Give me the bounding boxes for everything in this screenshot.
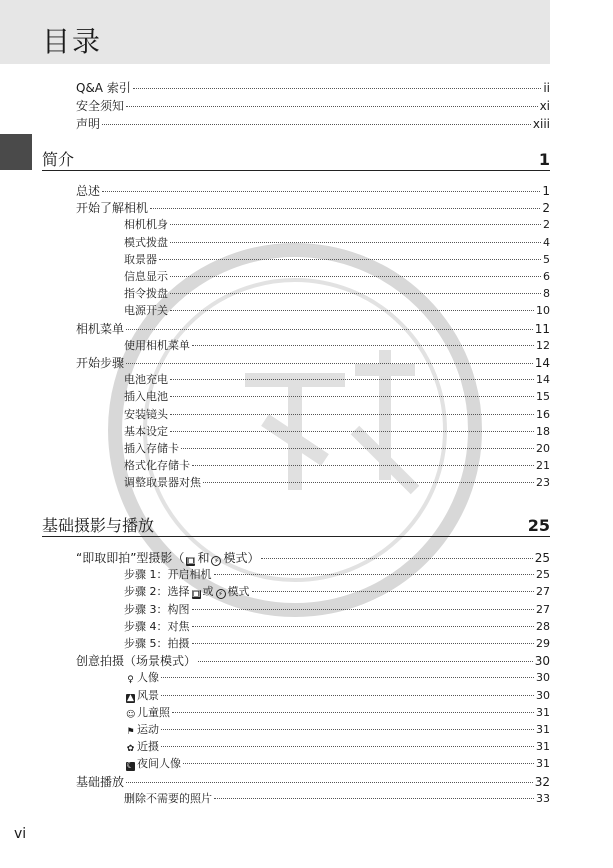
toc-entry-label [76,550,259,566]
toc-entry[interactable] [124,636,550,652]
toc-entry-text: 开始步骤 [76,356,125,370]
dot-leader [252,591,535,592]
toc-entry-text: 调整取景器对焦 [124,476,201,490]
dot-leader [161,729,534,730]
toc-entry-text: 开始了解相机 [76,201,149,216]
toc-entry-page: 8 [543,287,550,301]
dot-leader [183,763,534,764]
dot-leader [172,712,534,713]
toc-entry-text: 步骤 3：构图 [124,602,190,616]
toc-entry-page: 31 [536,757,550,771]
toc-entry-page: 10 [536,304,550,318]
toc-entry[interactable] [124,722,550,738]
auto-mode-icon: ▣ [186,556,196,566]
dot-leader [102,124,531,125]
toc-entry-page: 31 [536,705,550,719]
toc-entry-label [76,183,100,199]
toc-entry-page: 2 [542,201,550,216]
dot-leader [192,643,535,644]
toc-entry[interactable] [124,303,550,319]
dot-leader [170,293,541,294]
toc-entry-text: 指令拨盘 [124,287,168,301]
toc-entry-text: 取景器 [124,252,157,266]
toc-entry-text: 安装镜头 [124,407,168,421]
dot-leader [133,88,542,89]
toc-entry-label [124,269,168,285]
toc-entry-page: 27 [536,602,550,616]
toc-entry-label [124,217,168,233]
dot-leader [161,695,534,696]
toc-entry-text: 步骤 4：对焦 [124,619,190,633]
toc-entry-label [124,372,168,388]
toc-entry-text: “即取即拍”型摄影（ [76,551,185,565]
toc-entry-text: 相机机身 [124,218,168,232]
toc-entry-page: 30 [534,654,550,669]
dot-leader [214,798,534,799]
toc-entry-label [124,441,179,457]
portrait-icon: ♀ [127,675,134,686]
auto-mode-icon: ▣ [191,589,201,600]
toc-entry-label [124,303,168,319]
toc-entry-page: 1 [542,184,550,198]
toc-entry-text: 步骤 5：拍摄 [124,637,190,650]
toc-entry-page: 4 [543,235,550,249]
toc-entry-label [124,688,159,704]
toc-entry-label [124,252,157,268]
toc-entry-text: 格式化存储卡 [124,459,190,473]
section-page: 25 [527,516,550,535]
toc-entry-page: 12 [536,338,550,352]
toc-entry-page: 28 [536,619,550,633]
toc-entry-text: 步骤 2：选择 [124,585,190,599]
toc-entry-label [124,670,159,686]
toc-entry[interactable] [124,705,550,721]
toc-entry-text: 模式拨盘 [124,235,168,249]
toc-entry-text: 电源开关 [124,304,168,318]
landscape-icon: ▲ [127,692,134,703]
toc-entry[interactable] [76,774,550,790]
toc-entry[interactable] [124,584,550,600]
section-header-intro [42,146,550,171]
toc-entry-text: 儿童照 [137,705,170,719]
toc-entry-text: 电池充电 [124,373,168,387]
toc-entry-text: 声明 [76,117,101,131]
flash-off-mode-icon: ⚡ [216,589,226,599]
toc-entry-text: 使用相机菜单 [124,338,190,352]
toc-entry-label [124,619,190,635]
toc-entry[interactable] [124,670,550,686]
toc-entry[interactable] [76,200,550,216]
toc-entry-page: xi [539,99,550,113]
toc-entry-label [124,567,212,583]
toc-entry-text: 和 [197,551,210,565]
flash-off-mode-icon: ⚡ [211,556,221,566]
dot-leader [198,661,533,662]
dot-leader [170,414,534,415]
toc-entry-text: 基础播放 [76,774,125,789]
toc-entry-label [76,200,148,216]
toc-entry-text: 步骤 1：开启相机 [124,568,212,582]
toc-entry[interactable] [124,602,550,618]
toc-entry-text: 人像 [137,671,159,685]
toc-entry-text: 模式） [223,551,260,565]
toc-entry[interactable] [124,286,550,302]
toc-entry-page: 14 [536,373,550,387]
toc-entry-page: 27 [536,585,550,599]
toc-entry[interactable] [124,756,550,772]
dot-leader [261,558,532,559]
toc-entry-page: 29 [536,637,550,650]
toc-entry-page: 15 [536,390,550,404]
toc-entry-page: 16 [536,407,550,421]
toc-entry[interactable] [124,458,550,474]
toc-entry-page: 32 [534,774,550,789]
toc-entry-label [76,80,131,96]
dot-leader [150,208,540,209]
close-up-icon: ✿ [126,744,135,755]
toc-entry-text: 模式 [227,585,250,599]
toc-entry-page: 6 [543,270,550,283]
section-title: 基础摄影与播放 [42,516,155,535]
dot-leader [126,106,538,107]
toc-entry-text: 总述 [76,184,101,198]
sports-icon: ⚑ [126,727,135,737]
toc-entry-text: 插入存储卡 [124,442,179,455]
toc-entry-label [124,636,190,652]
toc-entry[interactable] [124,338,550,354]
toc-entry-text: 或 [202,585,214,599]
toc-entry[interactable] [124,235,550,251]
toc-entry-label [124,584,250,600]
toc-entry-page: 2 [543,218,550,232]
toc-entry-label [124,424,168,440]
toc-entry-label [124,739,159,755]
toc-entry-label [124,791,212,807]
toc-entry-label [124,722,159,738]
child-icon: ☺ [126,709,136,720]
chapter-tab-marker [0,134,32,170]
toc-entry-text: Q&A 索引 [76,81,131,95]
toc-entry[interactable] [76,321,550,337]
toc-entry-label [124,475,201,491]
toc-entry-page: 30 [536,688,550,702]
toc-entry[interactable] [124,791,550,807]
toc-entry-text: 近摄 [137,740,159,754]
toc-entry[interactable] [76,355,550,371]
toc-entry-label [76,355,124,371]
toc-entry-page: 5 [543,252,550,266]
night-portrait-icon: ☾ [126,761,135,772]
toc-entry-label [76,653,196,669]
toc-entry-label [124,235,168,251]
toc-entry-text: 信息显示 [124,270,168,283]
dot-leader [192,345,534,346]
toc-entry-text: 插入电池 [124,390,168,404]
toc-entry[interactable] [76,653,550,669]
toc-entry-page: 18 [536,424,550,438]
title-band [0,0,550,64]
toc-entry-page: 30 [536,671,550,685]
dot-leader [170,276,541,277]
toc-entry-label [124,338,190,354]
dot-leader [192,609,535,610]
toc-entry-page: 25 [536,568,550,582]
toc-entry[interactable] [124,424,550,440]
toc-entry-label [124,286,168,302]
toc-entry-page: 20 [536,442,550,455]
dot-leader [170,396,534,397]
toc-entry-text: 安全须知 [76,99,125,113]
toc-entry-label [76,116,100,132]
toc-entry-text: 夜间人像 [137,757,181,771]
toc-entry-label [124,407,168,423]
toc-entry-page: 33 [536,791,550,805]
toc-entry[interactable] [124,269,550,285]
dot-leader [214,574,535,575]
dot-leader [161,746,534,747]
dot-leader [170,242,541,243]
toc-entry-label [76,774,124,790]
dot-leader [192,626,535,627]
toc-entry[interactable] [124,217,550,233]
toc-entry-page: 14 [534,356,550,370]
dot-leader [170,310,534,311]
toc-entry-label [124,602,190,618]
toc-entry-label [124,458,190,474]
page-title: 目录 [42,25,103,58]
dot-leader [203,482,534,483]
toc-entry-page: 25 [534,551,550,565]
dot-leader [126,329,533,330]
dot-leader [126,363,533,364]
toc-entry[interactable] [124,688,550,704]
toc-entry-text: 相机菜单 [76,321,125,336]
toc-entry-page: 31 [536,723,550,736]
toc-entry[interactable] [76,550,550,566]
toc-entry-text: 创意拍摄（场景模式） [76,654,197,669]
toc-entry[interactable] [124,407,550,423]
toc-entry[interactable] [124,739,550,755]
dot-leader [161,677,534,678]
dot-leader [102,191,540,192]
page-number: vi [14,826,27,842]
toc-entry[interactable] [124,252,550,268]
toc-entry-label [124,705,170,721]
toc-entry-label [124,389,168,405]
toc-entry-page: xiii [532,117,550,131]
toc-entry-text: 删除不需要的照片 [124,791,212,805]
toc-entry[interactable] [76,116,550,132]
toc-entry-page: ii [543,81,550,95]
toc-entry-label [124,756,181,772]
toc-entry[interactable] [76,98,550,114]
toc-entry[interactable] [124,389,550,405]
dot-leader [170,431,534,432]
dot-leader [181,448,534,449]
dot-leader [170,379,534,380]
toc-entry-page: 31 [536,740,550,754]
toc-entry-page: 11 [534,321,550,336]
dot-leader [170,224,541,225]
toc-entry-label [76,321,124,337]
section-header-basic [42,512,550,537]
dot-leader [159,259,541,260]
toc-entry-text: 风景 [137,688,159,702]
toc-entry[interactable] [76,80,550,96]
section-title: 简介 [42,150,75,169]
toc-entry-page: 21 [536,459,550,473]
toc-entry-label [76,98,124,114]
dot-leader [126,782,533,783]
dot-leader [192,465,534,466]
toc-entry-text: 运动 [137,723,159,736]
toc-entry[interactable] [124,475,550,491]
toc-entry[interactable] [124,441,550,457]
toc-entry-text: 基本设定 [124,424,168,438]
toc-entry[interactable] [124,619,550,635]
toc-entry[interactable] [124,567,550,583]
toc-entry[interactable] [124,372,550,388]
toc-entry[interactable] [76,183,550,199]
toc-entry-page: 23 [536,476,550,490]
section-page: 1 [538,150,550,169]
